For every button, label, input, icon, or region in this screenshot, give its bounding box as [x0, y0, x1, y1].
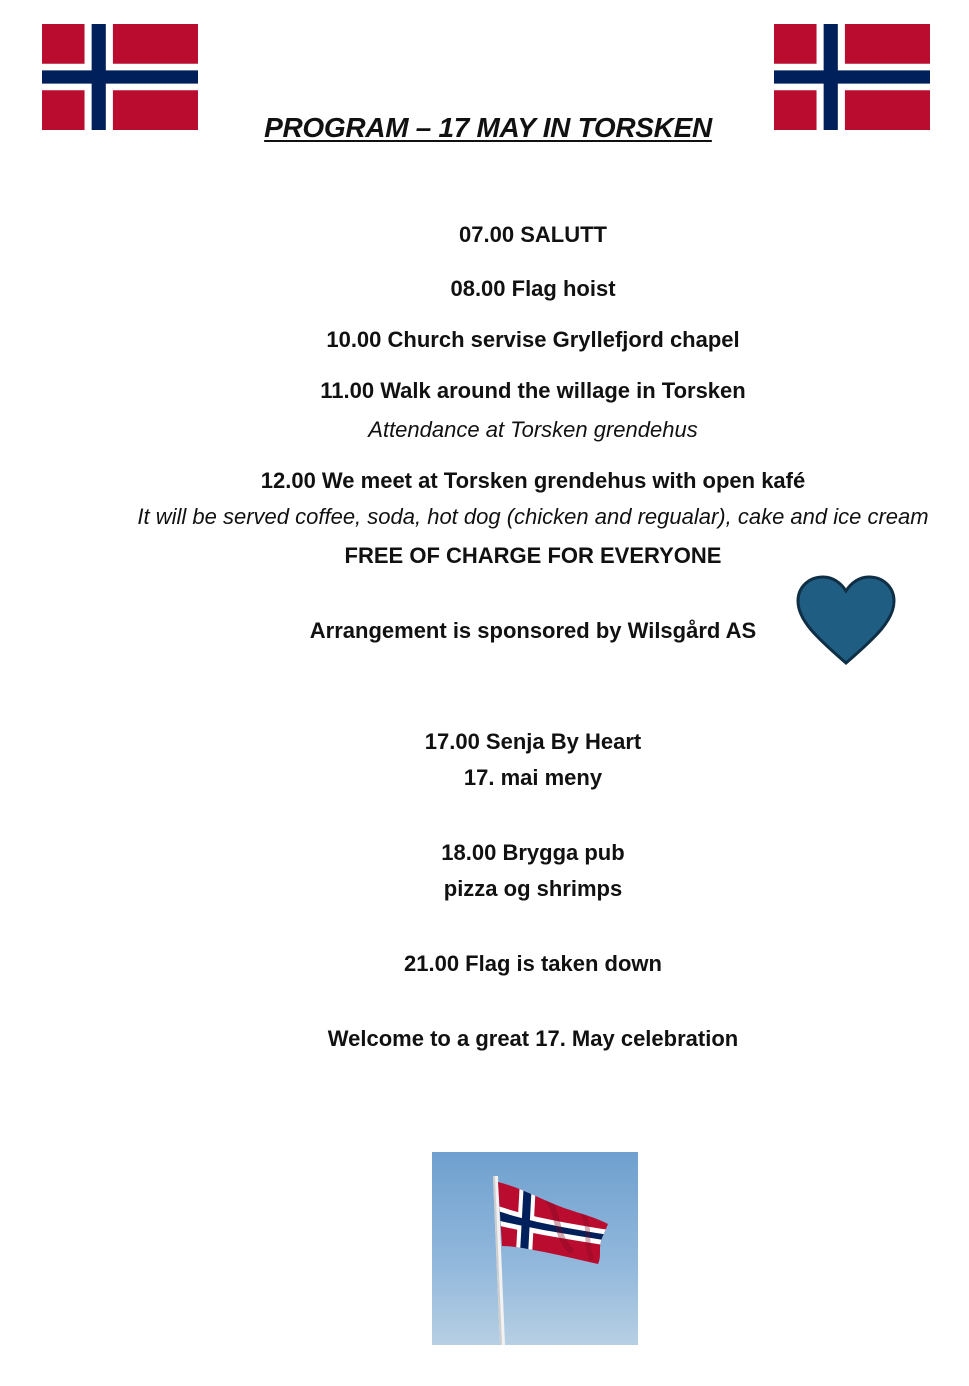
program-free: FREE OF CHARGE FOR EVERYONE: [344, 543, 722, 568]
program-church: 10.00 Church servise Gryllefjord chapel: [326, 327, 740, 352]
program-welcome: Welcome to a great 17. May celebration: [327, 1026, 739, 1051]
program-served: It will be served coffee, soda, hot dog (chicken and regualar), cake and ice cream: [137, 504, 929, 529]
program-sponsor: Arrangement is sponsored by Wilsgård AS: [309, 618, 757, 643]
program-meet: 12.00 We meet at Torsken grendehus with open kafé: [260, 468, 806, 493]
program-flag-down: 21.00 Flag is taken down: [404, 951, 662, 976]
heart-icon: [796, 575, 896, 667]
flag-photo: [432, 1152, 638, 1345]
program-flag-hoist: 08.00 Flag hoist: [450, 276, 616, 301]
program-pub: 18.00 Brygga pub: [441, 840, 625, 865]
program-salutt: 07.00 SALUTT: [459, 222, 607, 247]
program-attendance: Attendance at Torsken grendehus: [368, 417, 698, 442]
program-pub-menu: pizza og shrimps: [443, 876, 623, 901]
page-title: PROGRAM – 17 MAY IN TORSKEN: [264, 112, 712, 143]
program-senja-menu: 17. mai meny: [463, 765, 603, 790]
program-senja: 17.00 Senja By Heart: [424, 729, 642, 754]
program-walk: 11.00 Walk around the willage in Torsken: [320, 378, 746, 403]
